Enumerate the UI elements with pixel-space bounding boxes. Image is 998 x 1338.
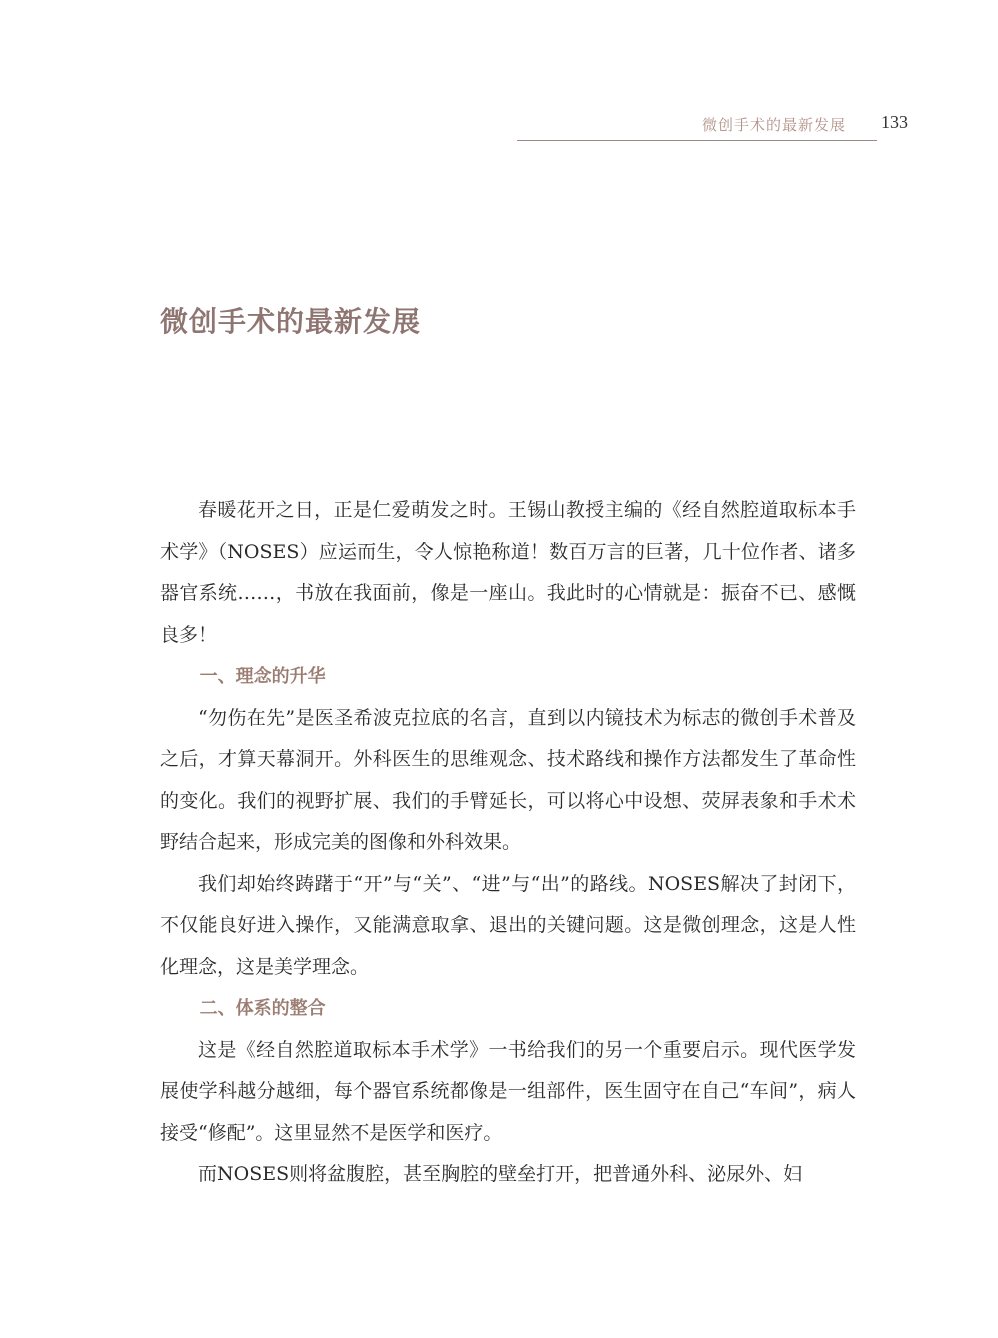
- section-heading-2: 二、体系的整合: [199, 998, 326, 1019]
- header-rule: [517, 140, 877, 141]
- body-text: [160, 490, 856, 1196]
- paragraph-2: “勿伤在先”是医圣希波克拉底的名言，直到以内镜技术为标志的微创手术普及之后，才算天幕洞开。外科医生的思维观念、技术路线和操作方法都发生了革命性的变化。我们的视野扩展、我们的手臂延长，可以将心中设想、荧屏表象和手术术野结合起来，形成完美的图像和外科效果。: [160, 706, 856, 853]
- chapter-title: 微创手术的最新发展: [160, 305, 422, 338]
- paragraph-5: 而NOSES则将盆腹腔，甚至胸腔的壁垒打开，把普通外科、泌尿外、妇: [198, 1163, 803, 1185]
- paragraph-4: 这是《经自然腔道取标本手术学》一书给我们的另一个重要启示。现代医学发展使学科越分越细，每个器官系统都像是一组部件，医生固守在自己“车间”，病人接受“修配”。这里显然不是医学和医疗。: [160, 1038, 856, 1144]
- running-header: [508, 112, 908, 142]
- running-title: 微创手术的最新发展: [701, 116, 846, 134]
- page-number: 133: [881, 112, 908, 132]
- section-heading-1: 一、理念的升华: [199, 666, 326, 687]
- paragraph-3: 我们却始终踌躇于“开”与“关”、“进”与“出”的路线。NOSES解决了封闭下，不仅能良好进入操作，又能满意取拿、退出的关键问题。这是微创理念，这是人性化理念，这是美学理念。: [160, 872, 856, 978]
- paragraph-1: 春暖花开之日，正是仁爱萌发之时。王锡山教授主编的《经自然腔道取标本手术学》（NOSES）应运而生，令人惊艳称道！数百万言的巨著，几十位作者、诸多器官系统……，书放在我面前，像是一座山。我此时的心情就是：振奋不已、感慨良多！: [160, 499, 856, 646]
